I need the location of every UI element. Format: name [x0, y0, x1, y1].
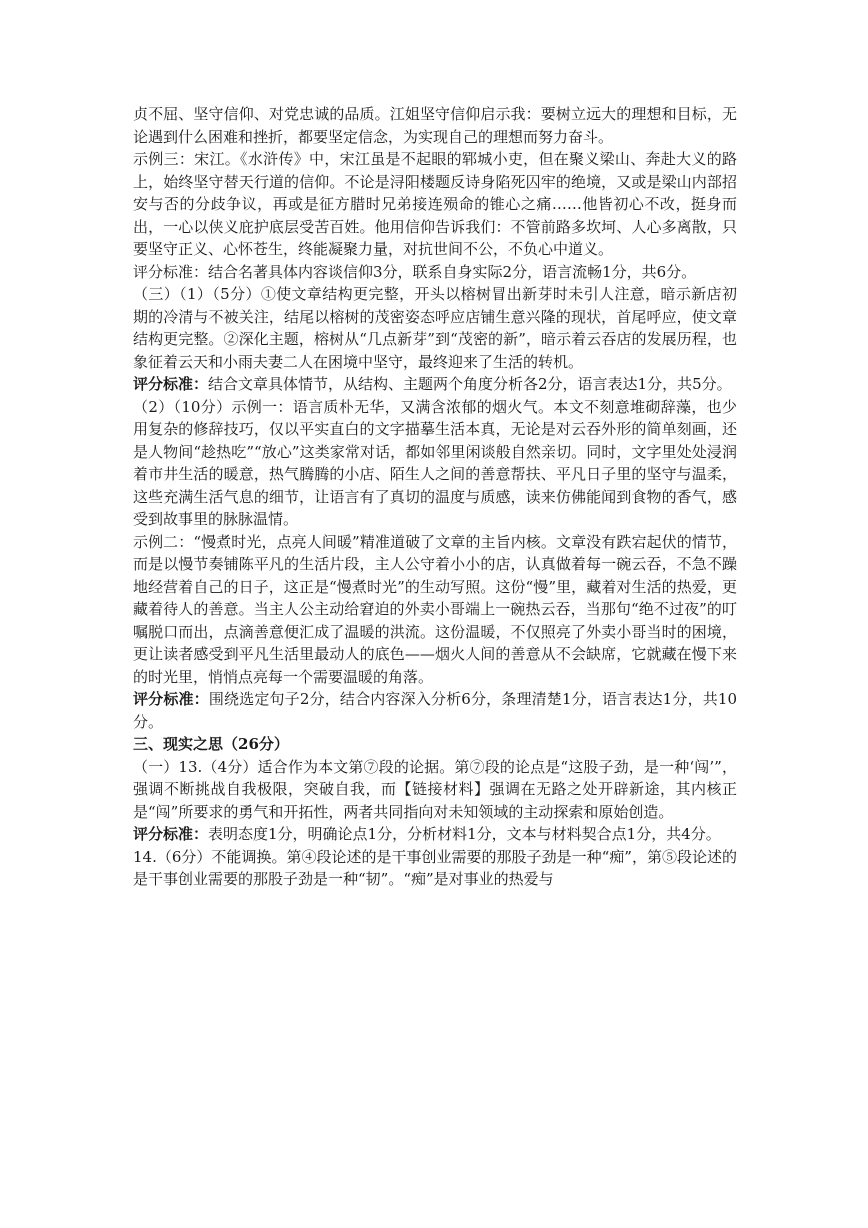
paragraph-example-two: 示例二：“慢煮时光，点亮人间暖”精准道破了文章的主旨内核。文章没有跌宕起伏的情节，而是以慢节奏铺陈平凡的生活片段，主人公守着小小的店，认真做着每一碗云吞，不急不躁地经营着自己的日子，这正是“慢煮时光”的生动写照。这份“慢”里，藏着对生活的热爱，更藏着待人的善意。当主人公主动给窘迫的外卖小哥端上一碗热云吞，当那句“绝不过夜”的叮嘱脱口而出，点滴善意便汇成了温暖的洪流。这份温暖，不仅照亮了外卖小哥当时的困境，更让读者感受到平凡生活里最动人的底色——烟火人间的善意从不会缺席，它就藏在慢下来的时光里，悄悄点亮每一个需要温暖的角落。 [133, 532, 737, 686]
paragraph-example-three-songjiang: 示例三：宋江。《水浒传》中，宋江虽是不起眼的郓城小吏，但在聚义梁山、奔赴大义的路上，始终坚守替天行道的信仰。不论是浔阳楼题反诗身陷死囚牢的绝境，又或是梁山内部招安与否的分歧争议，再或是征方腊时兄弟接连殒命的锥心之痛……他皆初心不改，挺身而出，一心以侠义庇护底层受苦百姓。他用信仰告诉我们：不管前路多坎坷、人心多离散，只要坚守正义、心怀苍生，终能凝聚力量，对抗世间不公，不负心中道义。 [133, 150, 737, 258]
paragraph-jiangjie-conclusion: 贞不屈、坚守信仰、对党忠诚的品质。江姐坚守信仰启示我：要树立远大的理想和目标，无论遇到什么困难和挫折，都要坚定信念，为实现自己的理想而努力奋斗。 [133, 105, 737, 146]
paragraph-answer-3-2-example-one: （2）（10分）示例一：语言质朴无华，又满含浓郁的烟火气。本文不刻意堆砌辞藻，也少用复杂的修辞技巧，仅以平实直白的文字描摹生活本真，无论是对云吞外形的简单刻画，还是人物间“趁热吃”“放心”这类家常对话，都如邻里闲谈般自然亲切。同时，文字里处处浸润着市井生活的暖意，热气腾腾的小店、陌生人之间的善意帮扶、平凡日子里的坚守与温柔，这些充满生活气息的细节，让语言有了真切的温度与质感，读来仿佛能闻到食物的香气，感受到故事里的脉脉温情。 [133, 397, 737, 528]
scoring-label: 评分标准： [133, 825, 209, 843]
paragraph-scoring-criteria-4 [133, 823, 737, 846]
paragraph-answer-14: 14.（6分）不能调换。第④段论述的是干事创业需要的那股子劲是一种“痴”，第⑤段论述的是干事创业需要的那股子劲是一种“韧”。“痴”是对事业的热爱与 [133, 847, 737, 888]
paragraph-scoring-criteria-3 [133, 688, 737, 733]
paragraph-scoring-criteria-1: 评分标准：结合名著具体内容谈信仰3分，联系自身实际2分，语言流畅1分，共6分。 [133, 262, 697, 281]
scoring-label: 评分标准： [133, 690, 209, 708]
scoring-text: 结合文章具体情节，从结构、主题两个角度分析各2分，语言表达1分，共5分。 [208, 375, 732, 393]
document-page [133, 103, 737, 891]
scoring-text: 表明态度1分，明确论点1分，分析材料1分，文本与材料契合点1分，共4分。 [208, 825, 721, 843]
paragraph-answer-13: （一）13.（4分）适合作为本文第⑦段的论据。第⑦段的论点是“这股子劲，是一种‘闯’”，强调不断挑战自我极限，突破自我，而【链接材料】强调在无路之处开辟新途，其内核正是“闯”所要求的勇气和开拓性，两者共同指向对未知领域的主动探索和原始创造。 [133, 757, 737, 821]
paragraph-scoring-criteria-2 [133, 373, 737, 396]
section-heading-reality: 三、现实之思（26分） [133, 735, 289, 753]
scoring-label: 评分标准： [133, 375, 209, 393]
paragraph-answer-3-1: （三）（1）（5分）①使文章结构更完整，开头以榕树冒出新芽时未引人注意，暗示新店初期的冷清与不被关注，结尾以榕树的茂密姿态呼应店铺生意兴隆的现状，首尾呼应，使文章结构更完整。②深化主题，榕树从“几点新芽”到“茂密的新”，暗示着云吞店的发展历程，也象征着云天和小雨夫妻二人在困境中坚守，最终迎来了生活的转机。 [133, 285, 737, 371]
scoring-text: 围绕选定句子2分，结合内容深入分析6分，条理清楚1分，语言表达1分，共10分。 [133, 690, 737, 731]
